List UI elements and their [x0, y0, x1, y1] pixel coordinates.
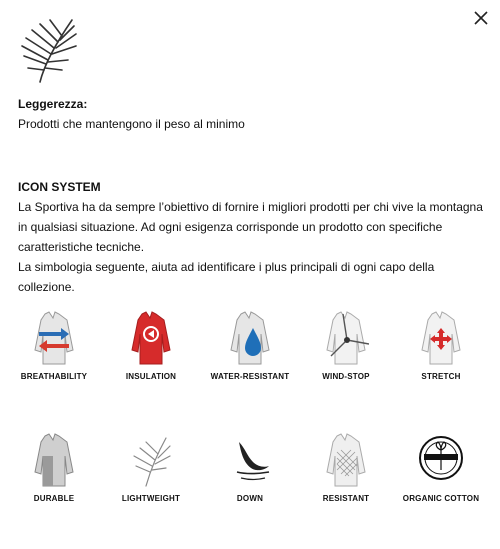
icon-organic-cotton — [391, 432, 491, 503]
icon-label: LIGHTWEIGHT — [121, 494, 181, 503]
icon-label: WATER-RESISTANT — [210, 372, 290, 381]
insulation-icon — [128, 310, 174, 366]
icon-label: ORGANIC COTTON — [402, 494, 480, 503]
icon-system-paragraph: La Sportiva ha da sempre l’obiettivo di fornire i migliori prodotti per chi vive la montagna in qualsiasi situazione. Ad ogni esigenza corrisponde un prodotto con specifiche caratteristiche tecniche. — [18, 200, 483, 254]
stretch-icon — [418, 310, 464, 366]
lightness-text: Prodotti che mantengono il peso al minimo — [18, 117, 245, 131]
icon-label: INSULATION — [125, 372, 177, 381]
feather-icon — [18, 16, 80, 86]
lightness-title: Leggerezza: — [18, 97, 88, 111]
icon-label: RESISTANT — [322, 494, 370, 503]
water-resistant-icon — [227, 310, 273, 366]
lightness-section — [18, 94, 488, 134]
organic-cotton-icon — [418, 432, 464, 488]
icon-down — [200, 432, 300, 503]
icon-wind-stop — [296, 310, 396, 381]
icon-label: BREATHABILITY — [20, 372, 88, 381]
icon-durable — [4, 432, 104, 503]
icon-system-title: ICON SYSTEM — [18, 180, 101, 194]
icon-breathability — [4, 310, 104, 381]
icon-grid-row-1 — [0, 310, 500, 390]
resistant-icon — [323, 432, 369, 488]
close-icon[interactable] — [471, 8, 491, 28]
durable-icon — [31, 432, 77, 488]
icon-label: STRETCH — [421, 372, 461, 381]
icon-label: WIND-STOP — [322, 372, 370, 381]
icon-stretch — [391, 310, 491, 381]
icon-grid-row-2 — [0, 432, 500, 512]
wind-stop-icon — [323, 310, 369, 366]
icon-label: DOWN — [236, 494, 264, 503]
icon-insulation — [101, 310, 201, 381]
icon-system-section — [18, 177, 488, 297]
icon-resistant — [296, 432, 396, 503]
icon-water-resistant — [200, 310, 300, 381]
icon-label: DURABLE — [33, 494, 75, 503]
icon-lightweight — [101, 432, 201, 503]
icon-system-note: La simbologia seguente, aiuta ad identificare i plus principali di ogni capo della collezione. — [18, 260, 435, 294]
down-icon — [227, 432, 273, 488]
lightweight-icon — [128, 432, 174, 488]
breathability-icon — [31, 310, 77, 366]
